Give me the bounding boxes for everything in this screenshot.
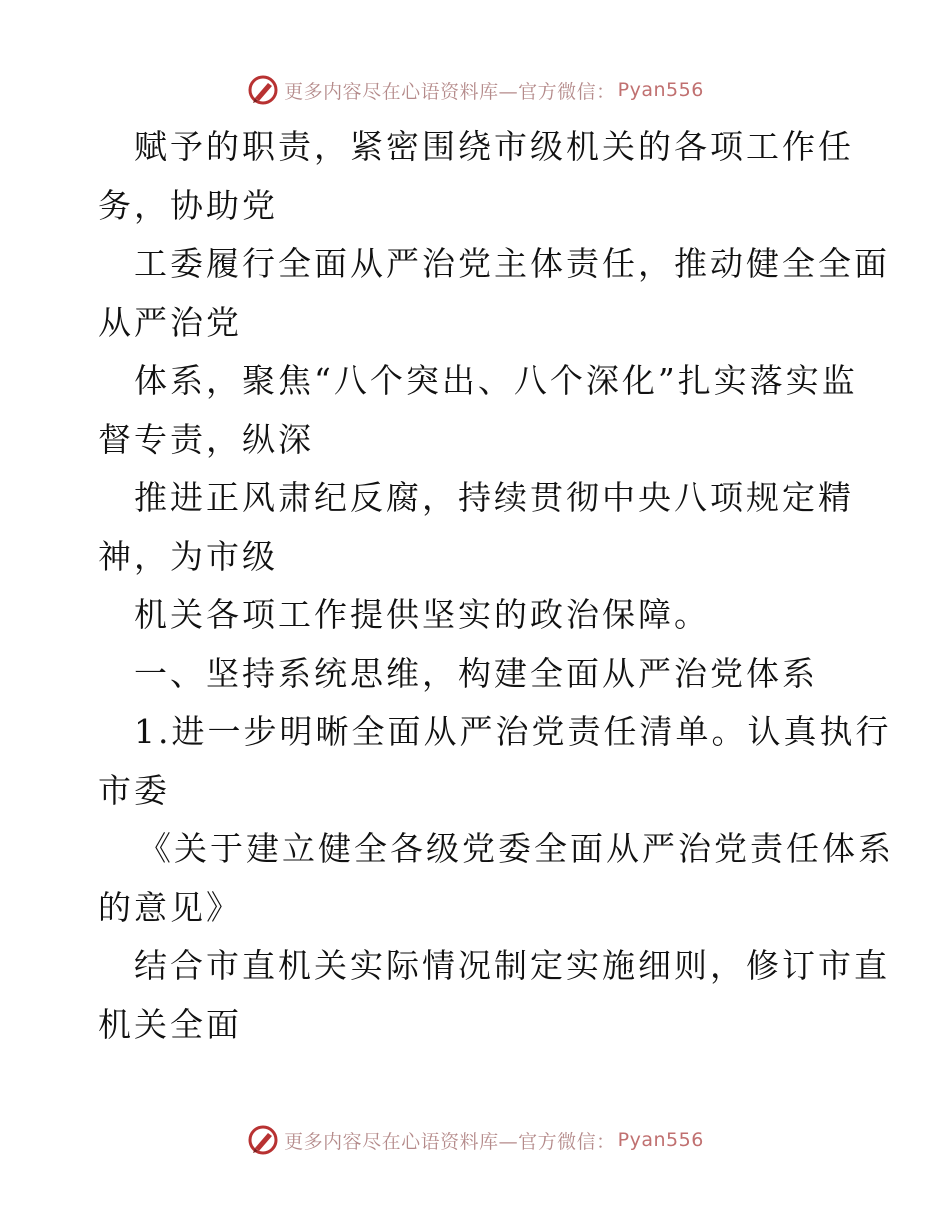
paragraph-line: 务，协助党 (98, 185, 278, 225)
paragraph-line: 推进正风肃纪反腐，持续贯彻中央八项规定精 (134, 478, 854, 517)
paragraph-line: 《关于建立健全各级党委全面从严治党责任体系 (138, 829, 894, 868)
watermark-handle: Pyan556 (617, 79, 704, 101)
section-heading: 一、坚持系统思维，构建全面从严治党体系 (134, 653, 818, 693)
watermark-handle: Pyan556 (617, 1129, 704, 1151)
paragraph-line: 的意见》 (98, 887, 242, 927)
paragraph-line: 1.进一步明晰全面从严治党责任清单。认真执行 (134, 712, 892, 751)
paragraph-line: 结合市直机关实际情况制定实施细则，修订市直 (134, 946, 890, 985)
paragraph-line: 神，为市级 (98, 536, 278, 576)
document-body (98, 118, 894, 1054)
paragraph-line: 工委履行全面从严治党主体责任，推动健全全面 (134, 244, 890, 283)
pen-logo-icon (246, 1123, 280, 1157)
paragraph-line: 机关各项工作提供坚实的政治保障。 (134, 595, 710, 634)
paragraph-line: 体系，聚焦“八个突出、八个深化”扎实落实监 (134, 361, 858, 400)
watermark-text: 更多内容尽在心语资料库—官方微信： (284, 80, 616, 103)
paragraph-line: 机关全面 (98, 1004, 242, 1044)
watermark-text: 更多内容尽在心语资料库—官方微信： (284, 1130, 616, 1153)
pen-logo-icon (246, 73, 280, 107)
paragraph-line: 赋予的职责，紧密围绕市级机关的各项工作任 (134, 127, 854, 166)
paragraph-line: 市委 (98, 770, 170, 810)
paragraph-line: 督专责，纵深 (98, 419, 314, 459)
watermark-footer (0, 1120, 950, 1160)
paragraph-line: 从严治党 (98, 302, 242, 342)
watermark-header (0, 70, 950, 110)
